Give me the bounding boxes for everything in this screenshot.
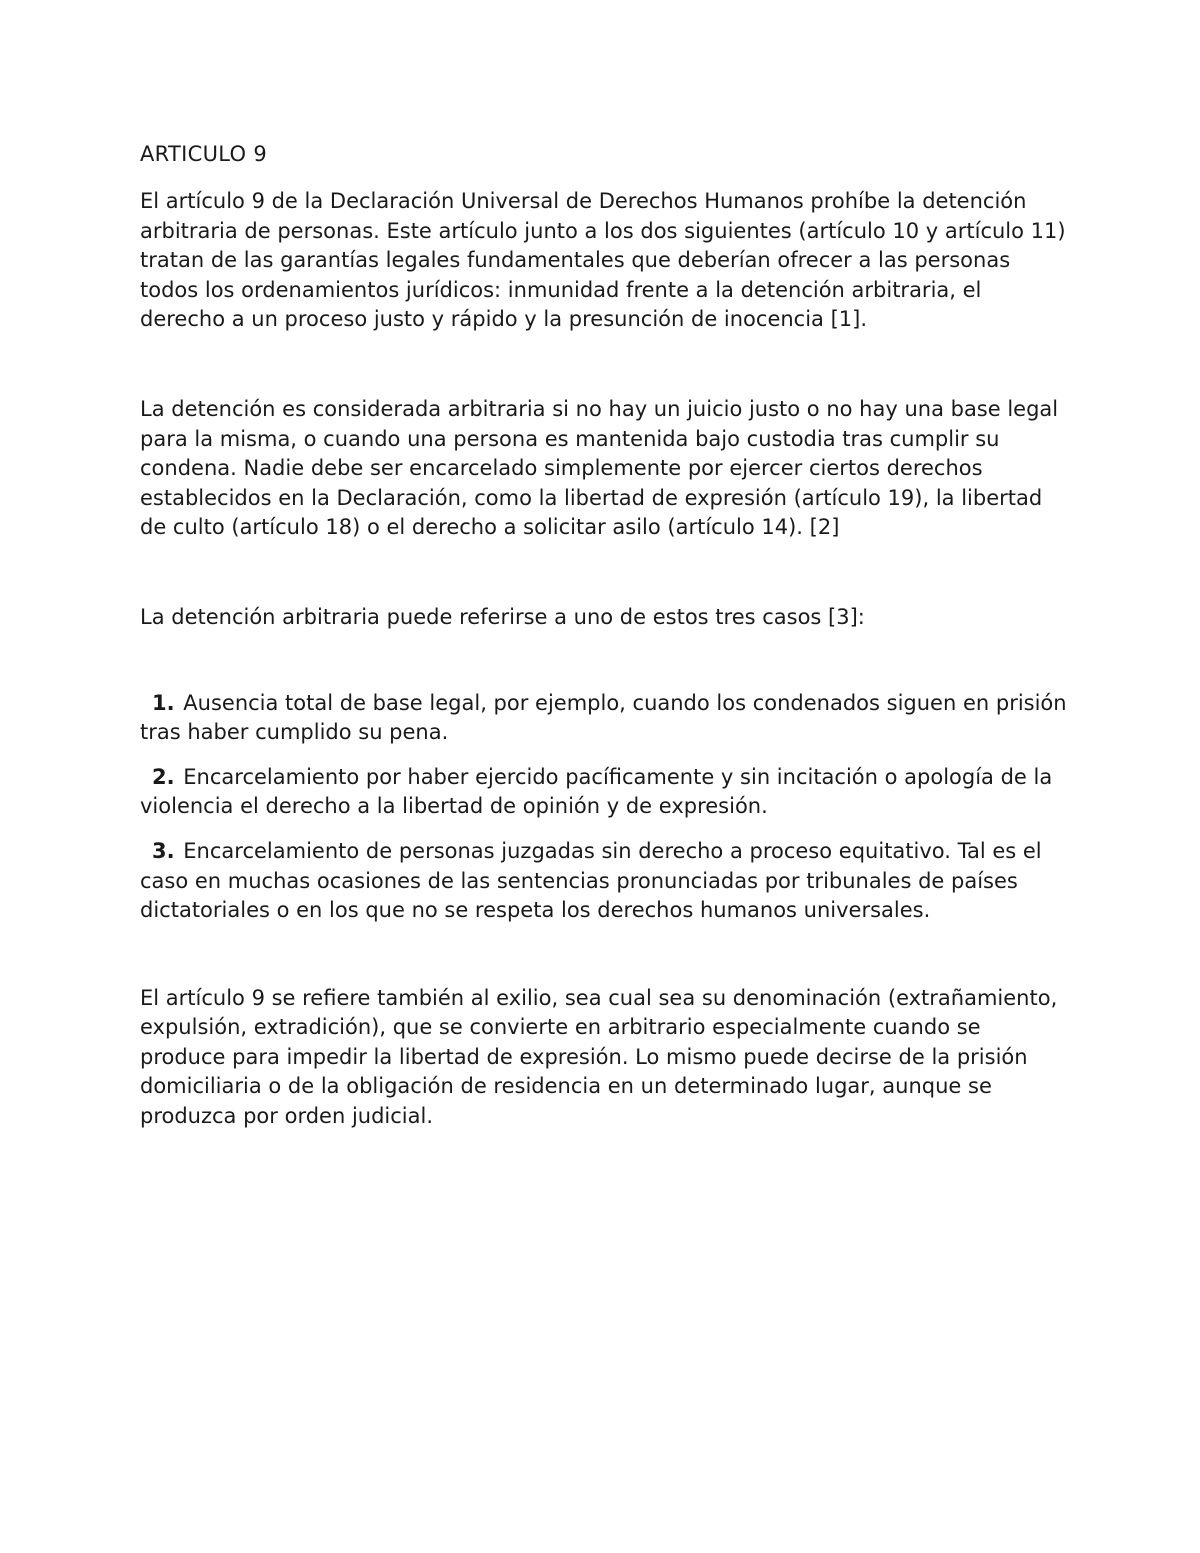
document-page [140,138,1070,1132]
paragraph-exile: El artículo 9 se refiere también al exilio, sea cual sea su denominación (extrañamiento, expulsión, extradición), que se convierte en arbitrario especialmente cuando se produce para impedir la libertad de expresión. Lo mismo puede decirse de la prisión domiciliaria o de la obligación de residencia en un determinado lugar, aunque se produzca por orden judicial. [140,985,1058,1129]
paragraph-intro: El artículo 9 de la Declaración Universal de Derechos Humanos prohíbe la detención arbitraria de personas. Este artículo junto a los dos siguientes (artículo 10 y artículo 11) tratan de las garantías legales fundamentales que deberían ofrecer a las personas todos los ordenamientos jurídicos: inmunidad frente a la detención arbitraria, el derecho a un proceso justo y rápido y la presunción de inocencia [1]. [140,189,1066,332]
list-item-number: 3. [152,838,175,863]
list-item [140,763,1070,822]
list-item-text: Encarcelamiento por haber ejercido pacíficamente y sin incitación o apología de la violencia el derecho a la libertad de opinión y de expresión. [140,764,1053,819]
list-item-text: Ausencia total de base legal, por ejemplo, cuando los condenados siguen en prisión tras haber cumplido su pena. [140,690,1067,745]
list-item-number: 2. [152,764,175,789]
document-heading: ARTICULO 9 [140,142,268,166]
list-item [140,689,1070,748]
list-item [140,837,1070,926]
paragraph-arbitrary-definition: La detención es considerada arbitraria si no hay un juicio justo o no hay una base legal para la misma, o cuando una persona es mantenida bajo custodia tras cumplir su condena. Nadie debe ser encarcelado simplemente por ejercer ciertos derechos establecidos en la Declaración, como la libertad de expresión (artículo 19), la libertad de culto (artículo 18) o el derecho a solicitar asilo (artículo 14). [2] [140,396,1059,540]
paragraph-cases-intro: La detención arbitraria puede referirse a uno de estos tres casos [3]: [140,604,865,629]
list-item-number: 1. [152,690,175,715]
list-item-text: Encarcelamiento de personas juzgadas sin derecho a proceso equitativo. Tal es el caso en muchas ocasiones de las sentencias pronunciadas por tribunales de países dictatoriales o en los que no se respeta los derechos humanos universales. [140,838,1042,923]
